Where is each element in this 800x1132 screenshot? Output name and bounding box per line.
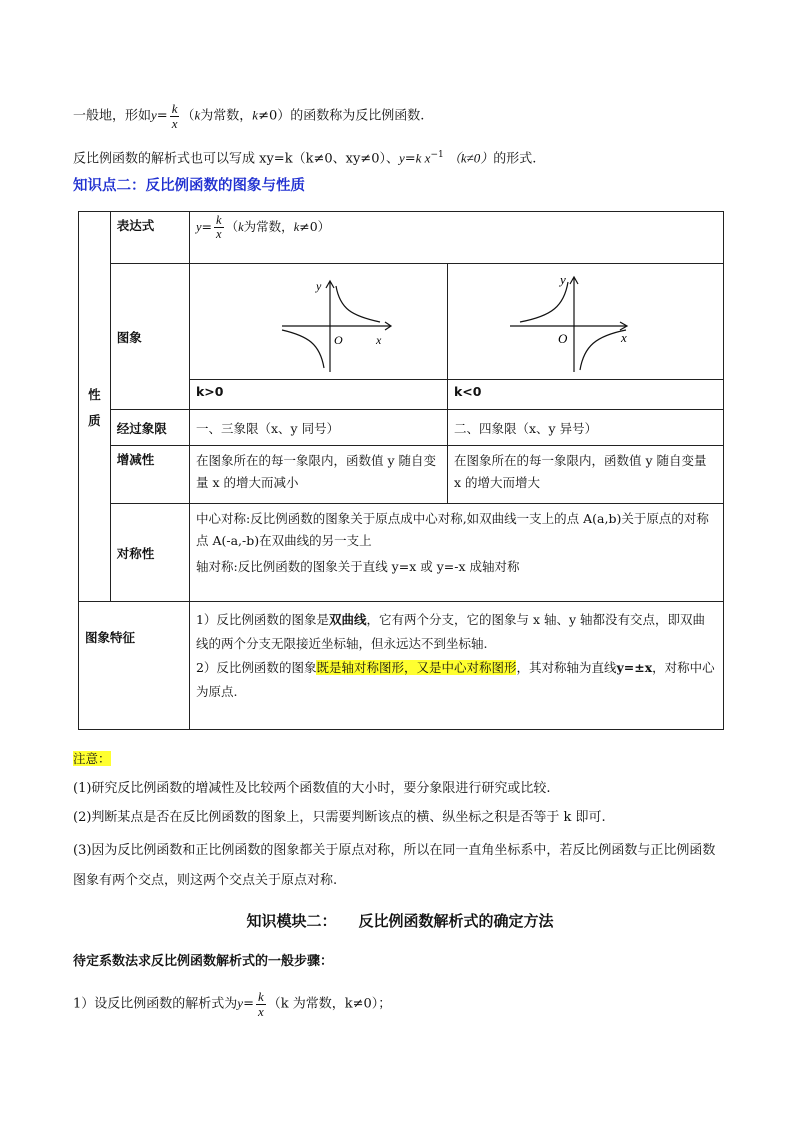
left-axis-y-label: y — [315, 279, 322, 293]
symmetry-cell: 中心对称:反比例函数的图象关于原点成中心对称,如双曲线一支上的点 A(a,b)关于原点的对称点 A(-a,-b)在双曲线的另一支上 轴对称:反比例函数的图象关于直线 y=x 或 y=-x 成轴对称 — [189, 504, 723, 602]
row-features — [79, 602, 724, 730]
step-1: 1）设反比例函数的解析式为y= $\frac{k}{x}$ （k 为常数，k≠0）； — [73, 989, 392, 1019]
right-origin-label: O — [557, 331, 568, 346]
intro-line-1: 一般地，形如y= $\frac{k}{x}$ （k为常数，k≠0）的函数称为反比例函数. — [73, 101, 425, 131]
label-symmetry: 对称性 — [110, 504, 189, 602]
left-origin-label: O — [333, 333, 343, 347]
branch-q3 — [282, 330, 324, 368]
row-quadrants — [79, 410, 724, 446]
branch-q1 — [336, 286, 380, 322]
section-heading: 知识点二：反比例函数的图象与性质 — [73, 178, 305, 194]
graph-right-cell — [447, 264, 723, 380]
right-axis-x-label: x — [620, 330, 627, 345]
side-label: 性 质 — [79, 212, 111, 602]
quadrants-left: 一、三象限（x、y 同号） — [189, 410, 447, 446]
row-expression — [79, 212, 724, 264]
label-monotonic: 增减性 — [110, 446, 189, 504]
right-axis-y-label: y — [559, 272, 566, 287]
expression-cell: y= $\frac{k}{x}$ （k为常数，k≠0） — [189, 212, 723, 264]
graph-left-cell — [189, 264, 447, 380]
graph-k-negative — [448, 264, 723, 376]
fraction-k-over-x: $\frac{k}{x}$ — [257, 989, 264, 1019]
case-k-negative: k<0 — [447, 380, 723, 410]
branch-q4 — [580, 330, 626, 370]
graph-k-positive — [190, 264, 447, 376]
module-title: 知识模块二： 反比例函数解析式的确定方法 — [246, 912, 554, 930]
fraction-k-over-x: $\frac{k}{x}$ — [171, 101, 178, 131]
label-expression: 表达式 — [110, 212, 189, 264]
note-2: (2)判断某点是否在反比例函数的图象上，只需要判断该点的横、纵坐标之积是否等于 k 即可. — [73, 810, 606, 825]
case-k-positive: k>0 — [189, 380, 447, 410]
properties-table — [78, 211, 724, 730]
features-cell — [189, 602, 723, 730]
monotonic-right: 在图象所在的每一象限内，函数值 y 随自变量 x 的增大而增大 — [447, 446, 723, 504]
label-quadrants: 经过象限 — [110, 410, 189, 446]
notes-title: 注意： — [73, 751, 111, 766]
row-graph — [79, 264, 724, 380]
fraction-k-over-x: $\frac{k}{x}$ — [216, 213, 222, 242]
left-axis-x-label: x — [375, 333, 382, 347]
monotonic-left: 在图象所在的每一象限内，函数值 y 随自变量 x 的增大而减小 — [189, 446, 447, 504]
row-symmetry — [79, 504, 724, 602]
branch-q2 — [520, 282, 568, 322]
feature-1: 1）反比例函数的图象是双曲线，它有两个分支，它的图象与 x 轴、y 轴都没有交点，即双曲线的两个分支无限接近坐标轴，但永远达不到坐标轴. — [195, 612, 706, 651]
label-graph: 图象 — [110, 264, 189, 410]
feature-2: 2）反比例函数的图象既是轴对称图形，又是中心对称图形，其对称轴为直线y=±x，对称中心为原点. — [195, 660, 715, 699]
note-1: (1)研究反比例函数的增减性及比较两个函数值的大小时，要分象限进行研究或比较. — [73, 781, 551, 796]
quadrants-right: 二、四象限（x、y 异号） — [447, 410, 723, 446]
note-3: (3)因为反比例函数和正比例函数的图象都关于原点对称，所以在同一直角坐标系中，若反比例函数与正比例函数图象有两个交点，则这两个交点关于原点对称. — [73, 843, 716, 888]
row-monotonic — [79, 446, 724, 504]
label-features: 图象特征 — [79, 602, 190, 730]
intro-line-2: 反比例函数的解析式也可以写成 xy=k（k≠0、xy≠0）、y=k $x^{-1}$ （k≠0）的形式. — [73, 150, 537, 167]
steps-title: 待定系数法求反比例函数解析式的一般步骤： — [73, 954, 334, 969]
